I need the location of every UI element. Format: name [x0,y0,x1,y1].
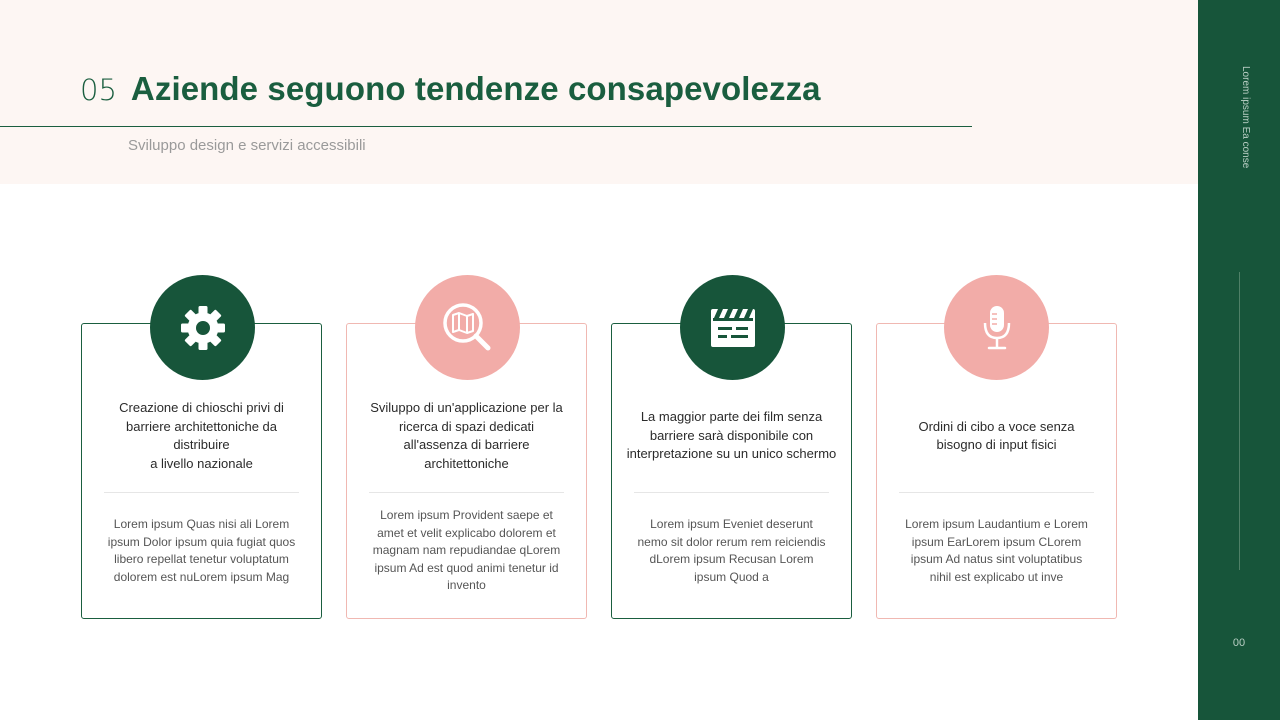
microphone-icon-badge [944,275,1049,380]
card-headline: Creazione di chioschi privi di barriere architettoniche da distribuire a livello nazionale [119,400,284,471]
card-headline: Sviluppo di un'applicazione per la ricerca di spazi dedicati all'assenza di barriere architettoniche [370,400,563,471]
side-divider [1239,272,1240,570]
side-label: Lorem ipsum Ea conse [1240,66,1251,169]
card-divider [634,492,829,493]
gear-icon [178,303,228,353]
card-body: Lorem ipsum Quas nisi ali Lorem ipsum Dolor ipsum quia fugiat quos libero repellat tenetur voluptatum dolorem est nuLorem ipsum Mag [107,517,296,584]
page-number: 00 [1232,637,1246,649]
card-divider [369,492,564,493]
clapperboard-icon-badge [680,275,785,380]
page-subtitle: Sviluppo design e servizi accessibili [128,137,366,154]
page-title: Aziende seguono tendenze consapevolezza [130,70,821,107]
card-divider [899,492,1094,493]
title-divider [0,126,972,127]
section-number: 05 [80,73,117,107]
clapperboard-icon [708,306,758,350]
map-search-icon-badge [415,275,520,380]
gear-icon-badge [150,275,255,380]
card-body: Lorem ipsum Laudantium e Lorem ipsum EarLorem ipsum CLorem ipsum Ad natus sint voluptatibus nihil est explicabo ut inve [905,517,1088,584]
card-body: Lorem ipsum Provident saepe et amet et velit explicabo dolorem et magnam nam repudiandae qLorem ipsum Ad est quod animi tenetur id invento [372,508,561,593]
card-body: Lorem ipsum Eveniet deserunt nemo sit dolor rerum rem reiciendis dLorem ipsum Recusan Lorem ipsum Quod a [637,517,826,584]
slide-title [80,70,821,108]
card-divider [104,492,299,493]
card-headline: La maggior parte dei film senza barriere sarà disponibile con interpretazione su un unico schermo [626,409,837,462]
card-headline: Ordini di cibo a voce senza bisogno di input fisici [918,418,1075,452]
microphone-icon [977,303,1017,353]
map-search-icon [438,298,498,358]
